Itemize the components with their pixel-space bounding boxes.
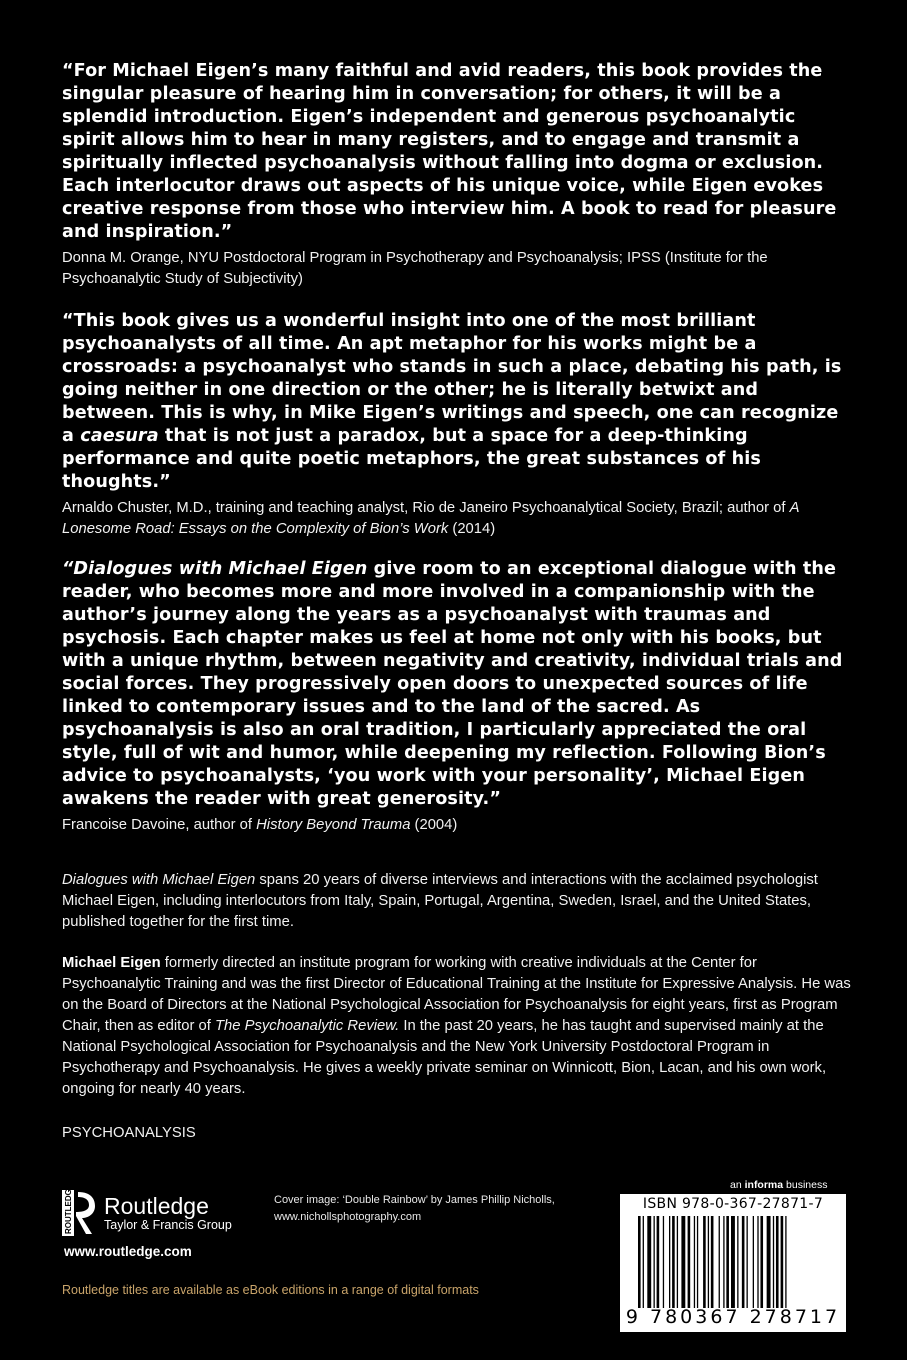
bio-journal-title: The Psychoanalytic Review. <box>215 1018 400 1034</box>
endorsement-attribution-2 <box>62 498 852 540</box>
quote-2-italic: caesura <box>80 426 159 446</box>
cover-image-credit <box>274 1192 594 1226</box>
barcode-digits: 9 780367 278717 <box>625 1306 841 1328</box>
quote-2-part-2: that is not just a paradox, but a space for a deep-thinking performance and quite poetic metaphors, the great substances of his thoughts.” <box>62 426 761 492</box>
informa-suffix: business <box>783 1179 828 1191</box>
informa-prefix: an <box>730 1179 745 1191</box>
endorsement-attribution-1: Donna M. Orange, NYU Postdoctoral Program in Psychotherapy and Psychoanalysis; IPSS (Institute for the Psychoanalytic Study of Subjectivity) <box>62 250 768 287</box>
bio-part-2: In the past 20 years, he has taught and supervised mainly at the National Psychological Association for Psychoanalysis and the New York University Postdoctoral Program in Psychotherapy and Psychoanalysis. He gives a weekly private seminar on Winnicott, Bion, Lacan, and his own work, ongoing for nearly 40 years. <box>62 1018 827 1097</box>
publisher-group: Taylor & Francis Group <box>104 1218 232 1232</box>
routledge-logo <box>62 1190 232 1236</box>
description-text: spans 20 years of diverse interviews and interactions with the acclaimed psychologist Michael Eigen, including interlocutors from Italy, Spain, Portugal, Argentina, Sweden, Israel, and the United States, published together for the first time. <box>62 872 818 930</box>
routledge-logo-icon <box>62 1190 96 1236</box>
endorsement-attribution-3 <box>62 815 852 836</box>
subject-category: PSYCHOANALYSIS <box>62 1125 196 1141</box>
bio-part-1: formerly directed an institute program for working with creative individuals at the Center for Psychoanalytic Training and was the first Director of Educational Training at the Institute for Expressive Analysis. He was on the Board of Directors at the National Psychological Association for Psychoanalysis for eight years, first as Program Chair, then as editor of <box>62 955 851 1034</box>
informa-brand: informa <box>744 1179 784 1191</box>
attribution-3-part-1: Francoise Davoine, author of <box>62 817 257 833</box>
logo-vertical-text: ROUTLEDGE <box>64 1190 73 1234</box>
ebook-note: Routledge titles are available as eBook editions in a range of digital formats <box>62 1283 479 1297</box>
endorsement-quote-1: “For Michael Eigen’s many faithful and avid readers, this book provides the singular pleasure of hearing him in conversation; for others, it will be a splendid introduction. Eigen’s independent and generous psychoanalytic spirit allows him to hear in many registers, and to engage and transmit a spiritually inflected psychoanalysis without falling into dogma or exclusion. Each interlocutor draws out aspects of his unique voice, while Eigen evokes creative response from those who interview him. A book to read for pleasure and inspiration.” <box>62 61 837 242</box>
quote-3-italic: “Dialogues with Michael Eigen <box>62 559 368 579</box>
author-bio <box>62 953 852 1100</box>
attribution-3-year: (2004) <box>410 817 458 833</box>
book-description <box>62 870 852 933</box>
author-name: Michael Eigen <box>62 955 161 971</box>
attribution-2-part-1: Arnaldo Chuster, M.D., training and teaching analyst, Rio de Janeiro Psychoanalytical Society, Brazil; author of <box>62 500 790 516</box>
informa-business-label <box>730 1179 827 1191</box>
attribution-3-book-title: History Beyond Trauma <box>256 817 411 833</box>
credit-line-2: www.nichollsphotography.com <box>274 1211 422 1223</box>
endorsement-quote-3 <box>62 558 852 811</box>
credit-line-1: Cover image: ‘Double Rainbow’ by James Phillip Nicholls, <box>274 1194 555 1206</box>
attribution-2-book-title: A Lonesome Road: Essays on the Complexity of Bion’s Work <box>62 500 799 537</box>
endorsement-quote-2 <box>62 310 852 494</box>
description-title: Dialogues with Michael Eigen <box>62 872 256 888</box>
quote-2-part-1: “This book gives us a wonderful insight into one of the most brilliant psychoanalysts of all time. An apt metaphor for his works might be a crossroads: a psychoanalyst who stands in such a place, debating his path, is going neither in one direction or the other; he is literally betwixt and between. This is why, in Mike Eigen’s writings and speech, one can recognize a <box>62 311 842 446</box>
attribution-2-year: (2014) <box>448 521 496 537</box>
barcode <box>632 1216 836 1308</box>
barcode-box <box>620 1194 846 1332</box>
publisher-name: Routledge <box>104 1193 209 1219</box>
publisher-url[interactable]: www.routledge.com <box>64 1244 192 1259</box>
back-cover-text <box>62 60 852 1141</box>
isbn-label: ISBN 978-0-367-27871-7 <box>642 1196 824 1212</box>
quote-3-part-2: give room to an exceptional dialogue with the reader, who becomes more and more involved in a companionship with the author’s journey along the years as a psychoanalyst with traumas and psychosis. Each chapter makes us feel at home not only with his books, but with a unique rhythm, between negativity and creativity, individual trials and social forces. They progressively open doors to unexpected sources of life linked to contemporary issues and to the land of the sacred. As psychoanalysis is also an oral tradition, I particularly appreciated the oral style, full of wit and humor, while deepening my reflection. Following Bion’s advice to psychoanalysts, ‘you work with your personality’, Michael Eigen awakens the reader with great generosity.” <box>62 559 843 809</box>
